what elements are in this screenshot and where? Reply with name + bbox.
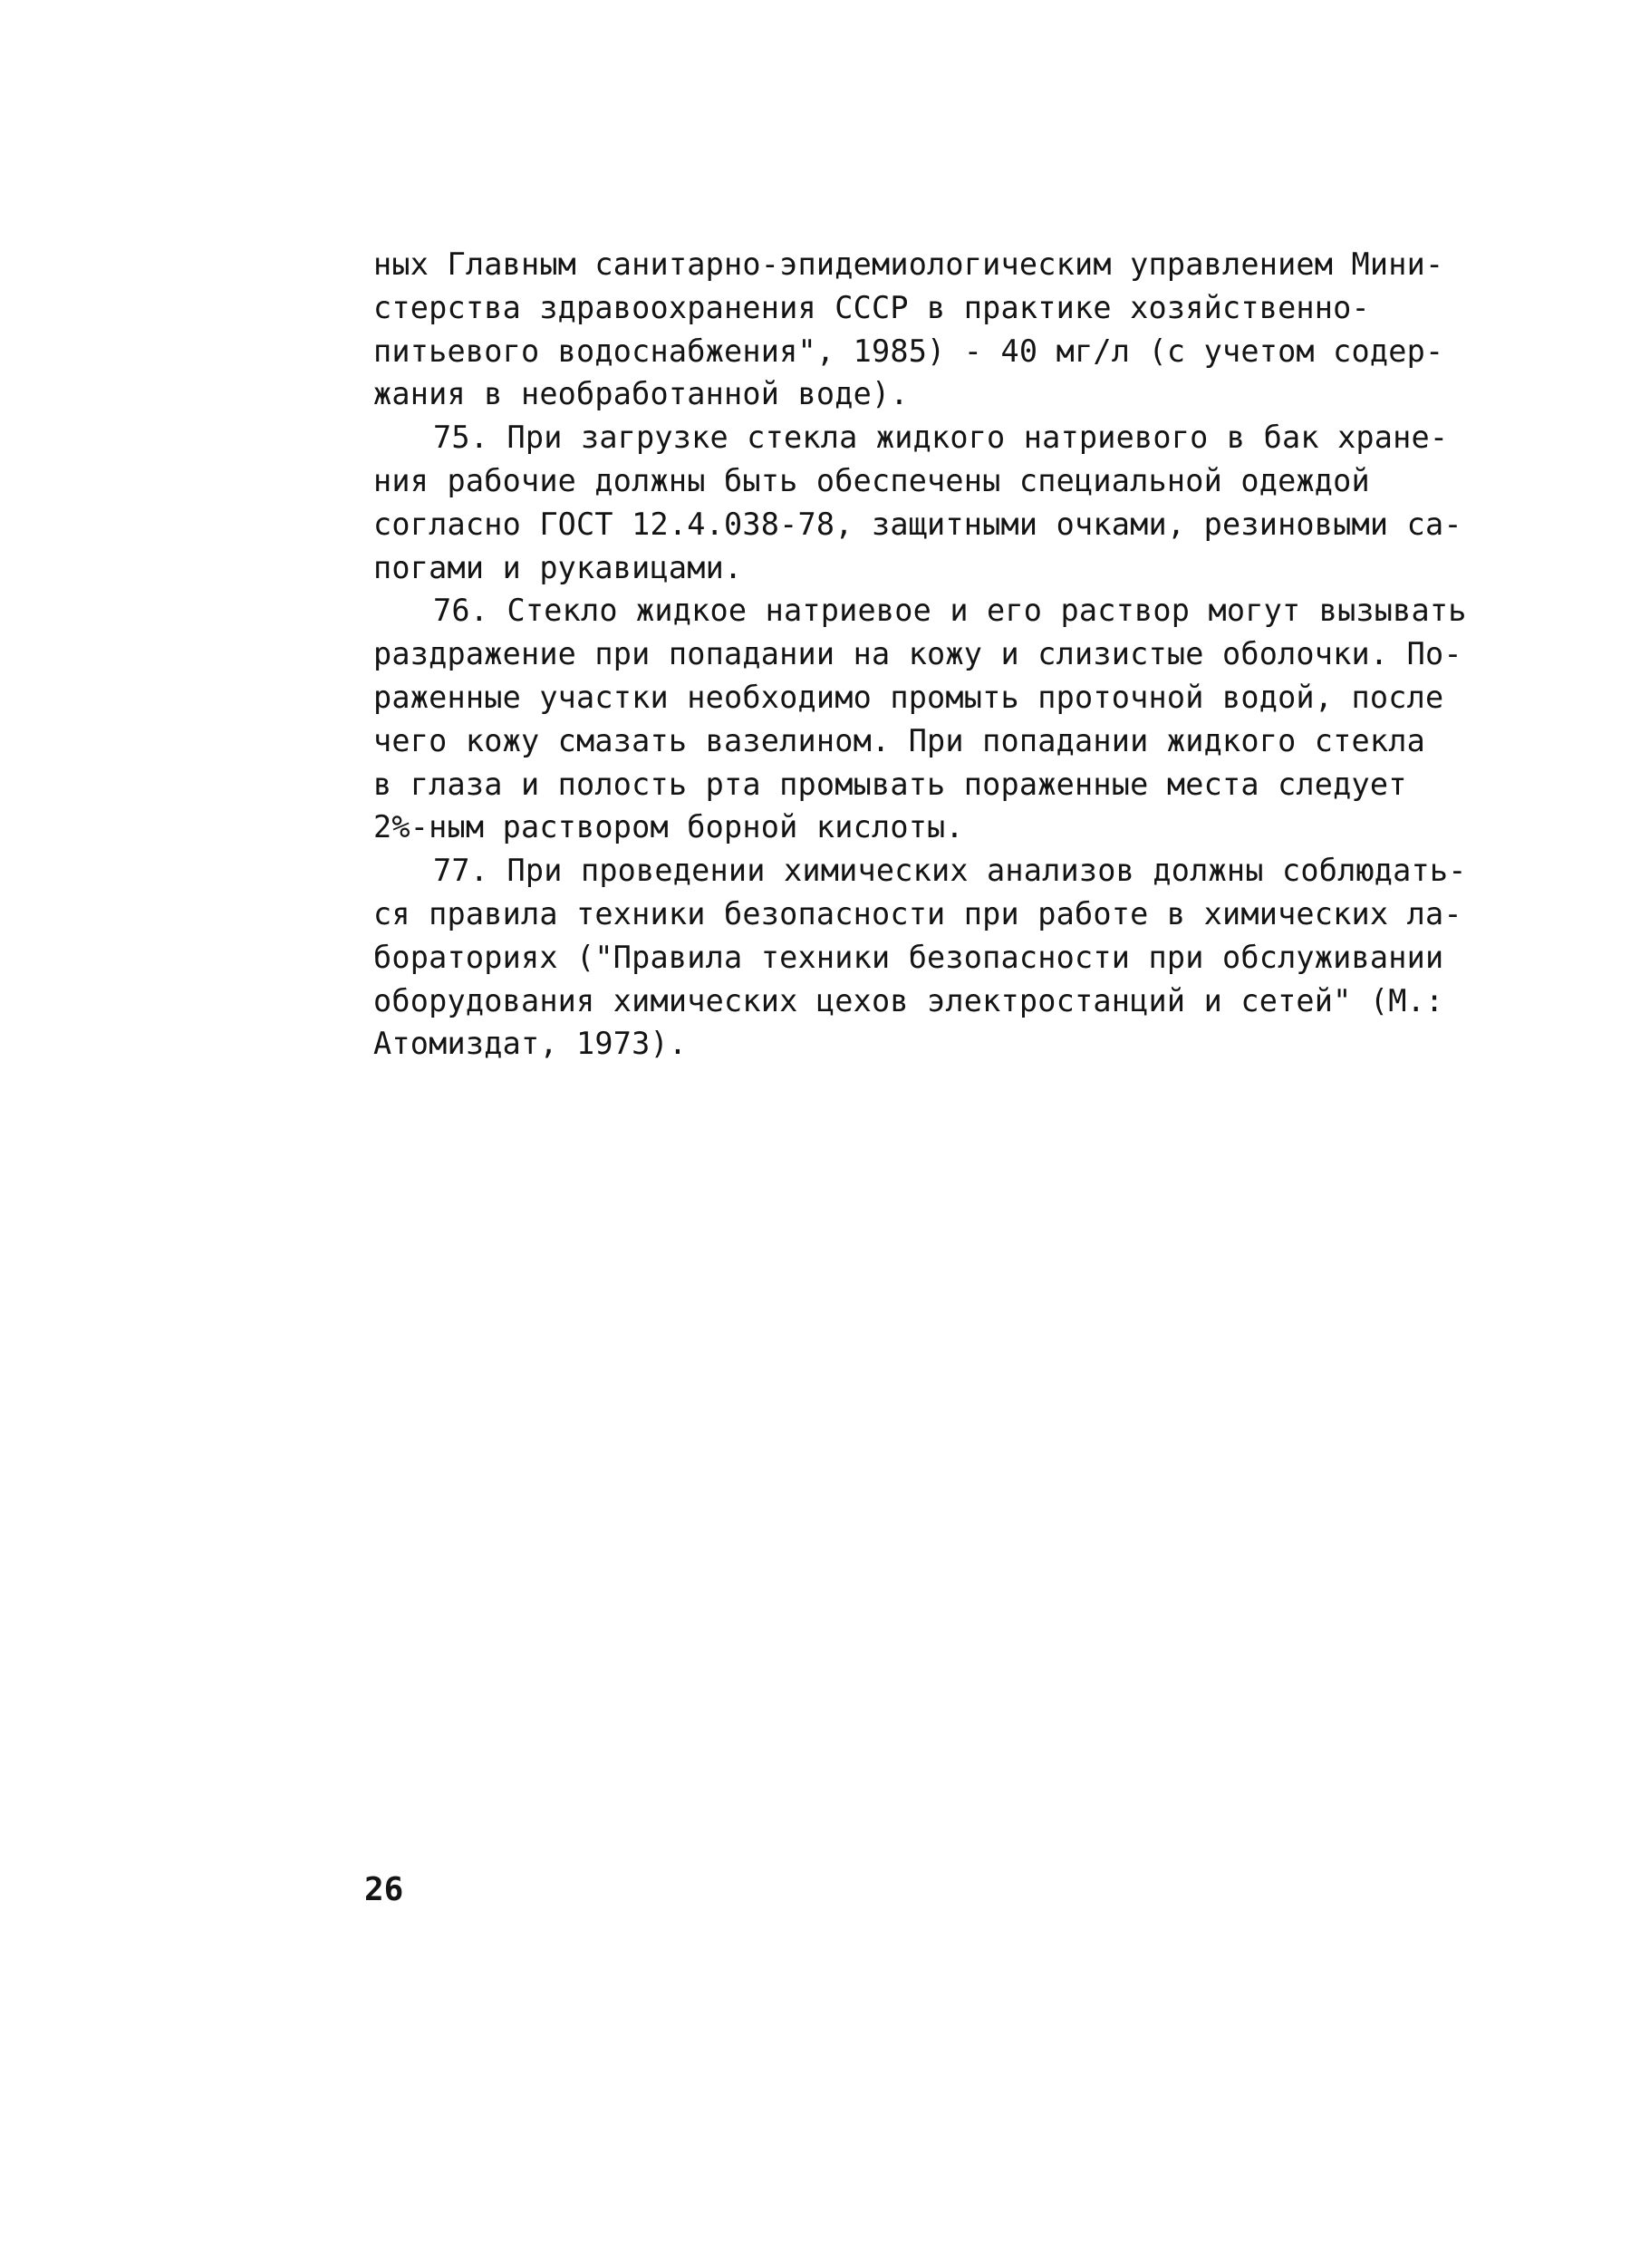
text-line: 76. Стекло жидкое натриевое и его раствор могут вызывать <box>433 593 1467 629</box>
text-line: стерства здравоохранения СССР в практике хозяйственно- <box>373 289 1370 325</box>
paragraph-75 <box>373 416 1506 589</box>
text-line: Атомиздат, 1973). <box>373 1026 688 1062</box>
text-line: бораториях ("Правила техники безопасности при обслуживании <box>373 939 1444 975</box>
text-line: питьевого водоснабжения", 1985) - 40 мг/л (с учетом содер- <box>373 333 1444 369</box>
document-body <box>373 243 1506 1066</box>
text-line: 77. При проведении химических анализов должны соблюдать- <box>433 853 1467 889</box>
text-line: согласно ГОСТ 12.4.038-78, защитными очками, резиновыми са- <box>373 506 1462 542</box>
text-line: в глаза и полость рта промывать пораженные места следует <box>373 766 1407 802</box>
text-line: 75. При загрузке стекла жидкого натриевого в бак хране- <box>433 420 1449 456</box>
text-line: жания в необработанной воде). <box>373 376 909 412</box>
text-line: 2%-ным раствором борной кислоты. <box>373 809 964 845</box>
paragraph-continuation <box>373 243 1506 416</box>
paragraph-77 <box>373 849 1506 1066</box>
text-line: раздражение при попадании на кожу и слизистые оболочки. По- <box>373 636 1462 672</box>
text-line: ных Главным санитарно-эпидемиологическим управлением Мини- <box>373 246 1444 282</box>
text-line: раженные участки необходимо промыть проточной водой, после <box>373 679 1444 715</box>
text-line: ния рабочие должны быть обеспечены специальной одеждой <box>373 462 1370 498</box>
paragraph-76 <box>373 589 1506 849</box>
text-line: оборудования химических цехов электростанций и сетей" (М.: <box>373 982 1444 1018</box>
text-line: чего кожу смазать вазелином. При попадании жидкого стекла <box>373 722 1426 758</box>
page-number: 26 <box>364 1871 404 1908</box>
text-line: погами и рукавицами. <box>373 549 743 585</box>
text-line: ся правила техники безопасности при работе в химических ла- <box>373 895 1462 931</box>
